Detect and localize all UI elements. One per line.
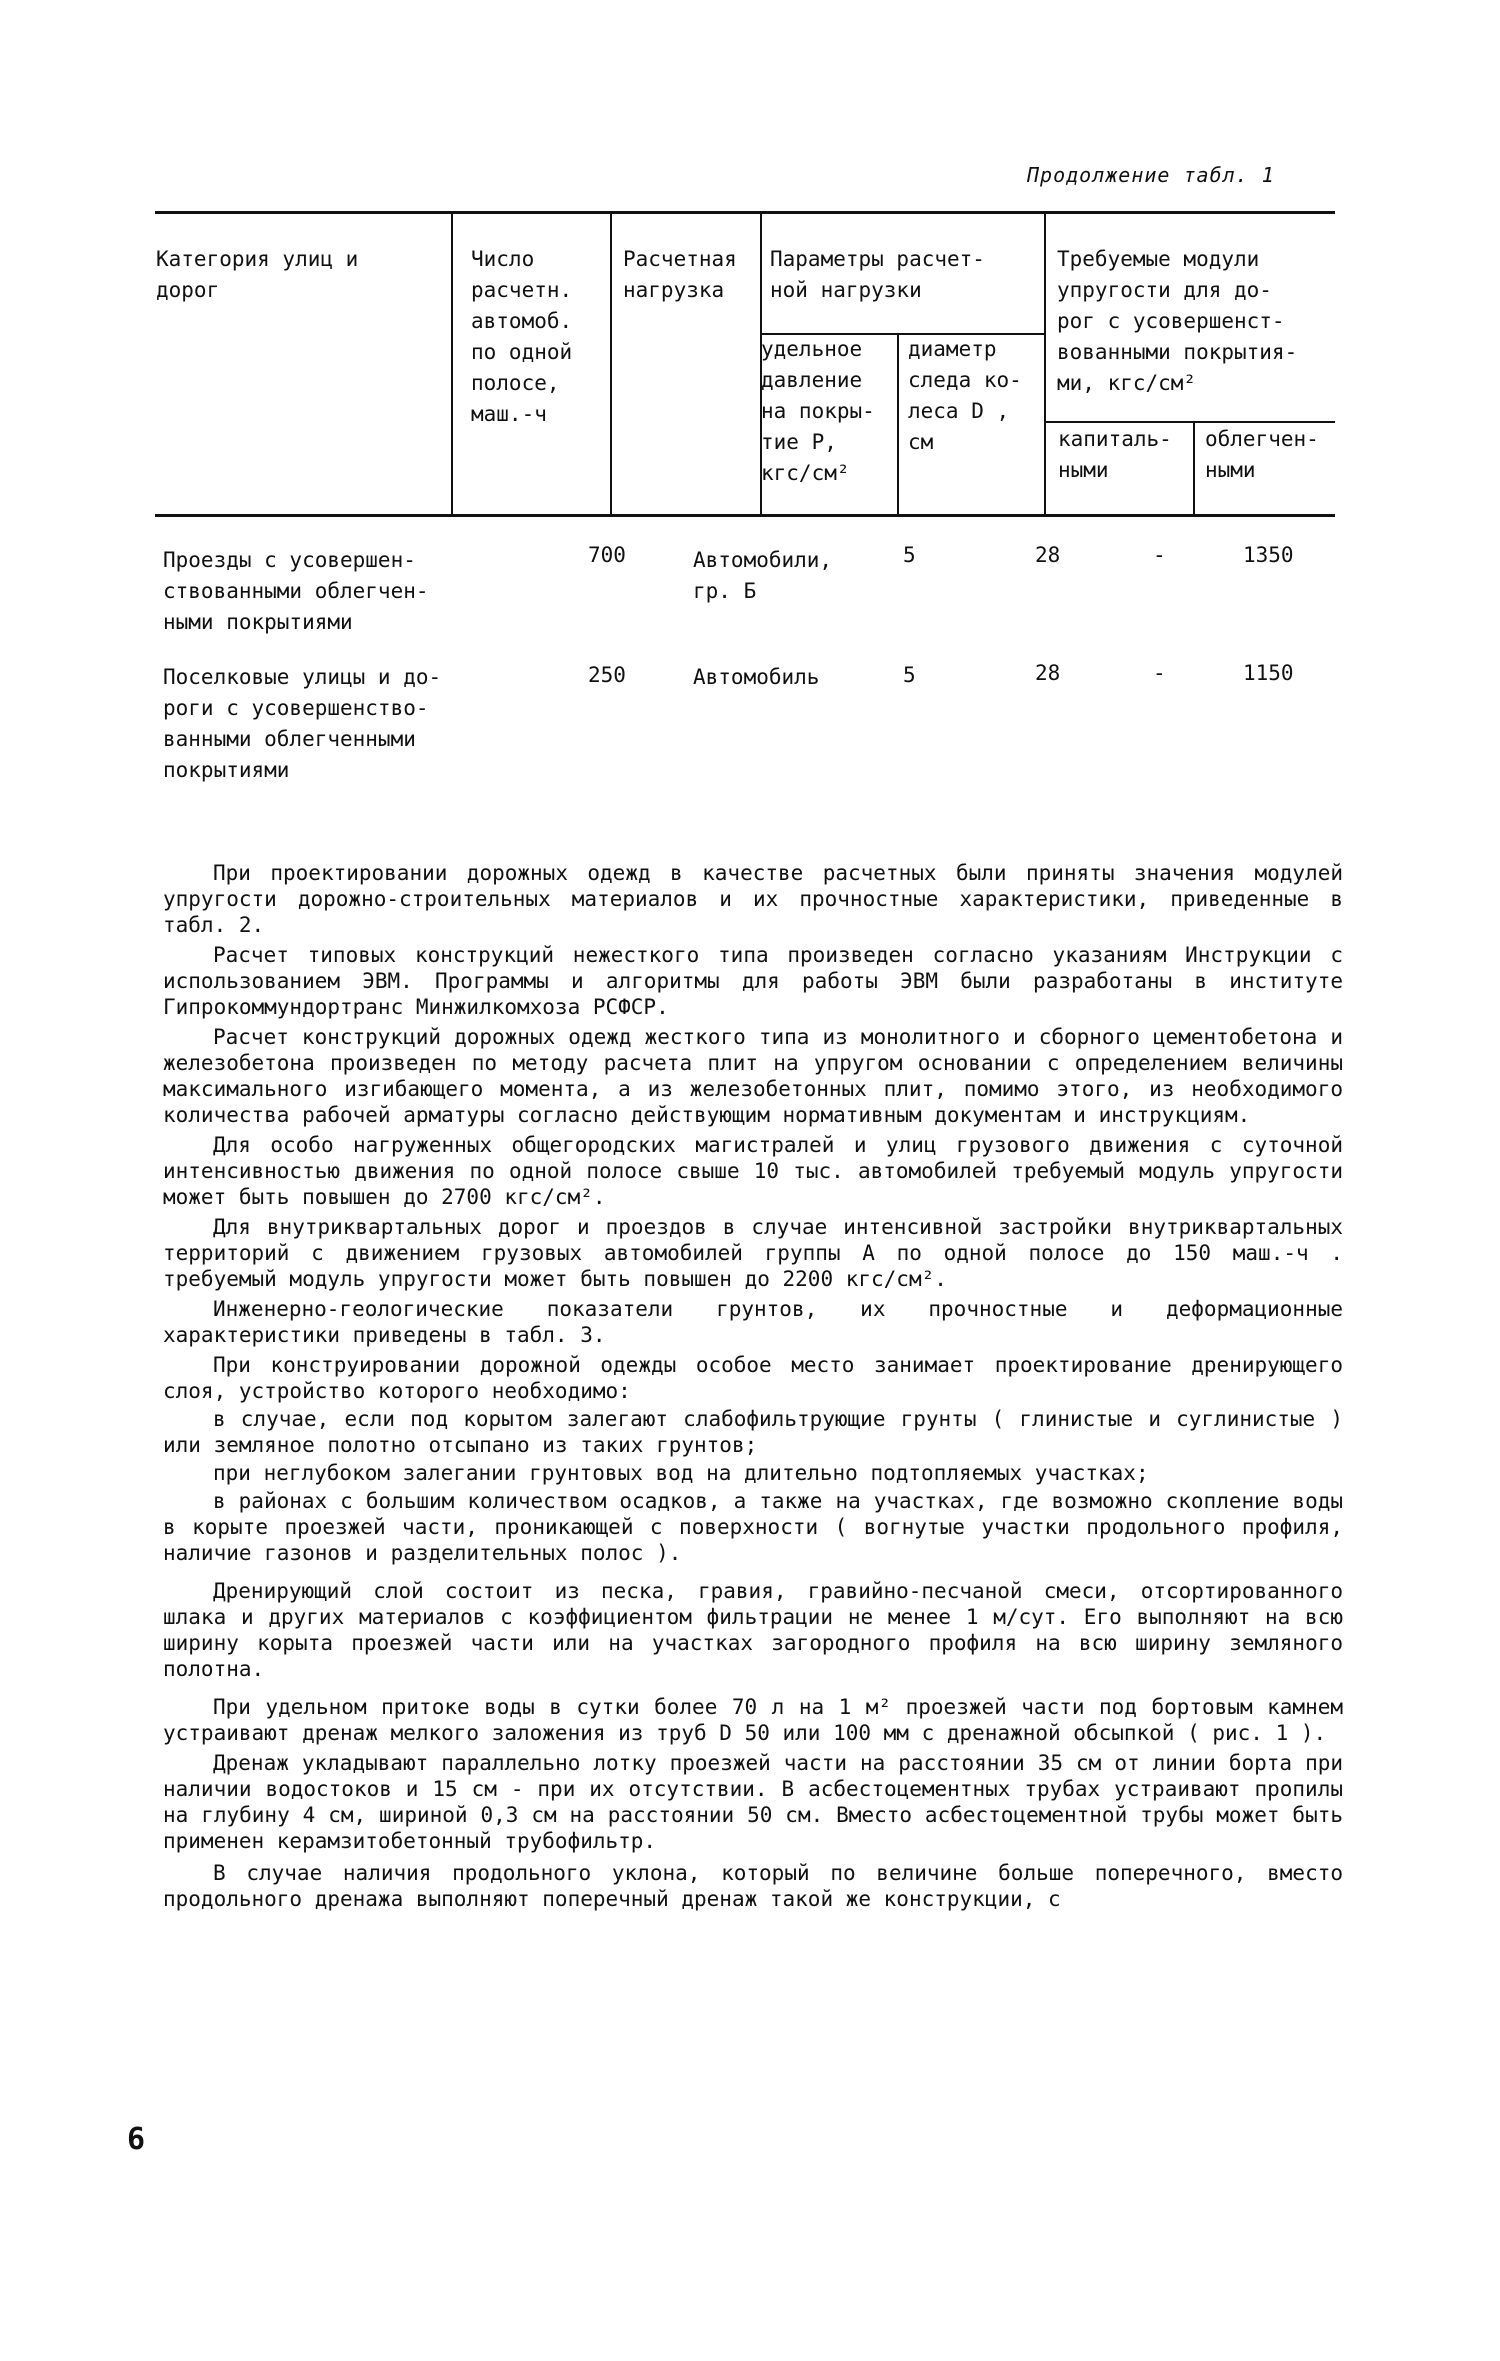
paragraph: при неглубоком залегании грунтовых вод на длительно подтопляемых участках;: [213, 1461, 1149, 1485]
row2-pressure: 5: [903, 663, 916, 687]
row1-capital: -: [1153, 543, 1166, 567]
column-divider: [897, 334, 899, 514]
header-load: Расчетная нагрузка: [623, 247, 737, 302]
page-number: 6: [127, 2122, 146, 2157]
header-moduli: Требуемые модули упругости для до- рог с усовершенст- вованными покрытия- ми, кгс/см²: [1057, 247, 1298, 395]
header-params: Параметры расчет- ной нагрузки: [770, 247, 985, 302]
header-pressure: удельное давление на покры- тие P, кгс/см²: [761, 337, 875, 485]
row1-light: 1350: [1243, 543, 1294, 567]
header-category: Категория улиц и дорог: [156, 247, 359, 302]
row2-light: 1150: [1243, 661, 1294, 685]
subheader-rule: [1044, 421, 1335, 423]
header-capital: капиталь- ными: [1058, 427, 1172, 482]
column-divider: [451, 213, 453, 514]
header-light: облегчен- ными: [1205, 427, 1319, 482]
row1-category: Проезды с усовершен- ствованными облегчен- ными покрытиями: [163, 548, 429, 634]
row2-traffic: 250: [588, 663, 626, 687]
table-header-bottom-rule: [155, 514, 1335, 517]
table-top-rule: [155, 211, 1335, 214]
column-divider: [1044, 213, 1046, 514]
paragraph: Для внутриквартальных дорог и проездов в случае интенсивной застройки внутриквартальных территорий с движением грузовых автомобилей группы А по одной полосе до 150 маш.-ч . требуемый модуль упругости может быть повышен до 2200 кгс/см².: [163, 1215, 1343, 1291]
header-diameter: диаметр следа ко- леса D , см: [908, 337, 1022, 454]
paragraph: в районах с большим количеством осадков, а также на участках, где возможно скопление воды в корыте проезжей части, проникающей с поверхности ( вогнутые участки продольного профиля, наличие газонов и разделительных полос ).: [163, 1489, 1343, 1565]
body-text: [163, 860, 1343, 1912]
row2-category: Поселковые улицы и до- роги с усовершенство- ванными облегченными покрытиями: [163, 665, 442, 782]
paragraph: в случае, если под корытом залегают слабофильтрующие грунты ( глинистые и суглинистые ) или земляное полотно отсыпано из таких грунтов;: [163, 1407, 1343, 1457]
paragraph: Дренаж укладывают параллельно лотку проезжей части на расстоянии 35 см от линии борта при наличии водостоков и 15 см - при их отсутствии. В асбестоцементных трубах устраивают пропилы на глубину 4 см, шириной 0,3 см на расстоянии 50 см. Вместо асбестоцементной трубы может быть применен керамзитобетонный трубофильтр.: [163, 1751, 1343, 1853]
paragraph: При удельном притоке воды в сутки более 70 л на 1 м² проезжей части под бортовым камнем устраивают дренаж мелкого заложения из труб D 50 или 100 мм с дренажной обсыпкой ( рис. 1 ).: [163, 1695, 1343, 1745]
row1-diameter: 28: [1035, 543, 1061, 567]
header-traffic: Число расчетн. автомоб. по одной полосе, маш.-ч: [471, 247, 573, 426]
row2-capital: -: [1153, 661, 1166, 685]
continuation-label: Продолжение табл. 1: [1027, 163, 1275, 187]
paragraph: Для особо нагруженных общегородских магистралей и улиц грузового движения с суточной интенсивностью движения по одной полосе свыше 10 тыс. автомобилей требуемый модуль упругости может быть повышен до 2700 кгс/см².: [163, 1133, 1343, 1209]
row2-diameter: 28: [1035, 661, 1061, 685]
column-divider: [610, 213, 612, 514]
row1-traffic: 700: [588, 543, 626, 567]
row1-pressure: 5: [903, 543, 916, 567]
paragraph: При проектировании дорожных одежд в качестве расчетных были приняты значения модулей упругости дорожно-строительных материалов и их прочностные характеристики, приведенные в табл. 2.: [163, 861, 1343, 937]
row2-load: Автомобиль: [693, 665, 820, 689]
paragraph: Расчет типовых конструкций нежесткого типа произведен согласно указаниям Инструкции с использованием ЭВМ. Программы и алгоритмы для работы ЭВМ были разработаны в институте Гипрокоммундортранс Минжилкомхоза РСФСР.: [163, 943, 1343, 1019]
paragraph: Расчет конструкций дорожных одежд жесткого типа из монолитного и сборного цементобетона и железобетона произведен по методу расчета плит на упругом основании с определением величины максимального изгибающего момента, а из железобетонных плит, помимо этого, из необходимого количества рабочей арматуры согласно действующим нормативным документам и инструкциям.: [163, 1025, 1343, 1127]
column-divider: [1193, 422, 1195, 514]
paragraph: Инженерно-геологические показатели грунтов, их прочностные и деформационные характеристики приведены в табл. 3.: [163, 1297, 1343, 1347]
row1-load: Автомобили, гр. Б: [693, 548, 833, 603]
paragraph: В случае наличия продольного уклона, который по величине больше поперечного, вместо продольного дренажа выполняют поперечный дренаж такой же конструкции, с: [163, 1861, 1343, 1911]
paragraph: Дренирующий слой состоит из песка, гравия, гравийно-песчаной смеси, отсортированного шлака и других материалов с коэффициентом фильтрации не менее 1 м/сут. Его выполняют на всю ширину корыта проезжей части или на участках загородного профиля на всю ширину земляного полотна.: [163, 1579, 1343, 1681]
paragraph: При конструировании дорожной одежды особое место занимает проектирование дренирующего слоя, устройство которого необходимо:: [163, 1353, 1343, 1403]
